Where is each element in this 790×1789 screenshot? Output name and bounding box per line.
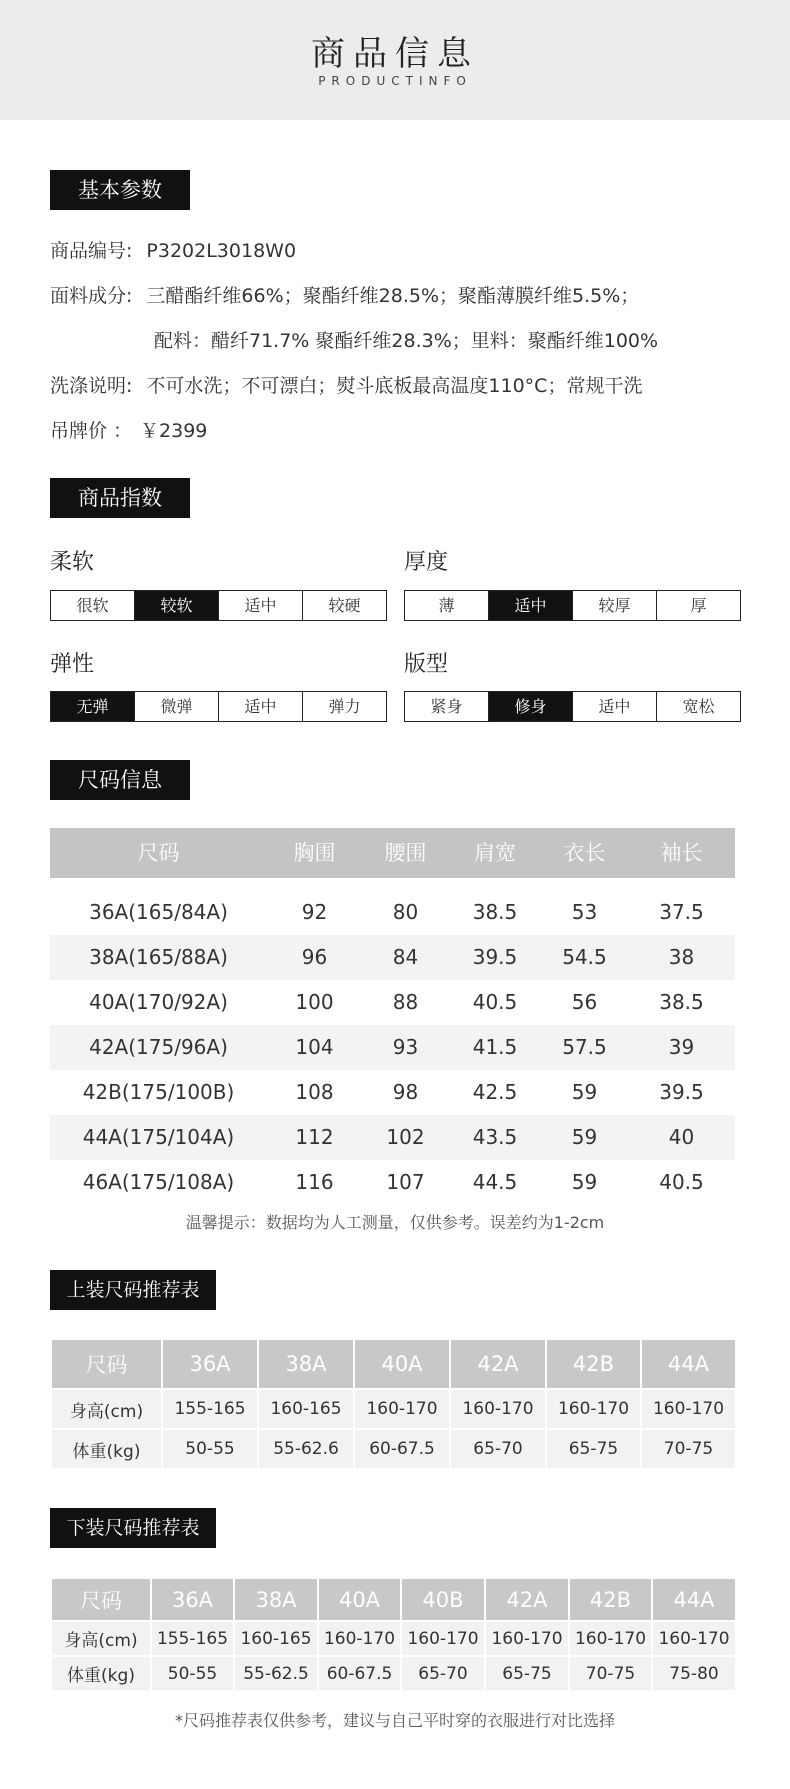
table-cell: 160-170	[641, 1389, 736, 1429]
price-value: ￥2399	[140, 420, 208, 442]
wash-label: 洗涤说明:	[50, 375, 133, 397]
table-cell: 50-55	[162, 1429, 258, 1469]
table-header-cell: 44A	[641, 1339, 736, 1389]
wash-value: 不可水洗；不可漂白；熨斗底板最高温度110°C；常规干洗	[146, 375, 643, 397]
page-subtitle: PRODUCTINFO	[318, 74, 472, 88]
table-cell: 116	[295, 1170, 334, 1194]
table-row	[50, 1115, 735, 1160]
size-header-cell: 腰围	[384, 841, 427, 865]
table-cell: 41.5	[472, 1035, 518, 1059]
table-cell: 59	[571, 1125, 598, 1149]
table-cell: 42A(175/96A)	[89, 1035, 228, 1059]
table-cell: 42B(175/100B)	[82, 1080, 235, 1104]
fabric-row	[50, 281, 639, 308]
size-table	[50, 828, 735, 1205]
table-row	[50, 1070, 735, 1115]
table-header-cell: 40A	[354, 1339, 450, 1389]
wash-row	[50, 371, 642, 398]
table-header-cell: 尺码	[51, 1339, 162, 1389]
table-cell: 46A(175/108A)	[82, 1170, 235, 1194]
table-cell: 112	[295, 1125, 334, 1149]
table-cell: 57.5	[562, 1035, 607, 1059]
table-cell: 160-170	[401, 1621, 485, 1656]
size-header-cell: 胸围	[293, 841, 336, 865]
table-cell: 65-70	[401, 1656, 485, 1691]
table-cell: 55-62.5	[234, 1656, 318, 1691]
index-title-softness: 柔软	[50, 550, 95, 575]
table-cell: 39	[668, 1035, 695, 1059]
fabric-value: 三醋酯纤维66%；聚酯纤维28.5%；聚酯薄膜纤维5.5%；	[146, 285, 640, 307]
index-title-thickness: 厚度	[404, 550, 449, 575]
table-row	[51, 1429, 736, 1469]
table-cell: 160-170	[354, 1389, 450, 1429]
table-cell: 108	[295, 1080, 334, 1104]
table-cell: 84	[392, 945, 419, 969]
table-cell: 38	[668, 945, 695, 969]
price-label: 吊牌价 ：	[50, 420, 133, 442]
table-cell: 44A(175/104A)	[82, 1125, 235, 1149]
table-cell: 42.5	[472, 1080, 518, 1104]
table-row	[50, 1160, 735, 1205]
index-option: 薄	[405, 591, 489, 620]
index-option: 弹力	[328, 697, 361, 716]
fabric-row-2	[154, 326, 658, 353]
size-table-header	[50, 828, 735, 878]
table-header-cell: 42A	[485, 1578, 569, 1621]
table-header-cell: 38A	[258, 1339, 354, 1389]
section-tag-top-rec: 上装尺码推荐表	[50, 1270, 216, 1310]
table-cell: 39.5	[659, 1080, 704, 1104]
table-header-cell: 42B	[546, 1339, 641, 1389]
size-header-cell: 尺码	[137, 841, 180, 865]
table-row	[50, 1025, 735, 1070]
table-cell: 37.5	[659, 900, 704, 924]
page-title: 商品信息	[311, 34, 479, 74]
table-cell: 54.5	[562, 945, 607, 969]
table-cell: 身高(cm)	[51, 1389, 162, 1429]
table-cell: 53	[571, 900, 598, 924]
table-cell: 80	[392, 900, 419, 924]
table-cell: 身高(cm)	[51, 1621, 151, 1656]
fabric-label: 面料成分:	[50, 285, 133, 307]
table-row	[50, 980, 735, 1025]
index-option: 适中	[573, 692, 657, 721]
section-tag-index: 商品指数	[50, 478, 190, 518]
table-cell: 160-170	[569, 1621, 652, 1656]
table-cell: 70-75	[569, 1656, 652, 1691]
table-cell: 56	[571, 990, 598, 1014]
table-cell: 96	[301, 945, 328, 969]
table-cell: 160-165	[258, 1389, 354, 1429]
section-tag-basic: 基本参数	[50, 170, 190, 210]
table-cell: 59	[571, 1170, 598, 1194]
index-bar-thickness	[404, 590, 741, 621]
table-header-cell: 36A	[162, 1339, 258, 1389]
table-row	[51, 1389, 736, 1429]
index-option: 宽松	[682, 697, 715, 716]
index-option: 适中	[219, 692, 303, 721]
table-cell: 65-75	[546, 1429, 641, 1469]
price-row	[50, 416, 207, 443]
index-option-selected: 适中	[489, 591, 573, 620]
bottom-rec-table	[50, 1577, 737, 1692]
index-bar-fit	[404, 691, 741, 722]
table-cell: 38A(165/88A)	[89, 945, 228, 969]
table-header-row	[51, 1339, 736, 1389]
index-option: 紧身	[405, 692, 489, 721]
table-cell: 40.5	[472, 990, 518, 1014]
table-cell: 160-170	[485, 1621, 569, 1656]
index-option: 微弹	[135, 692, 219, 721]
table-cell: 100	[295, 990, 334, 1014]
index-option: 厚	[690, 596, 707, 615]
product-code-label: 商品编号:	[50, 240, 133, 262]
table-header-cell: 44A	[652, 1578, 736, 1621]
table-cell: 体重(kg)	[51, 1656, 151, 1691]
table-cell: 44.5	[472, 1170, 518, 1194]
table-cell: 50-55	[151, 1656, 234, 1691]
table-cell: 40	[668, 1125, 695, 1149]
table-cell: 88	[392, 990, 419, 1014]
index-option-selected: 无弹	[51, 692, 135, 721]
table-header-cell: 38A	[234, 1578, 318, 1621]
index-option-selected: 较软	[135, 591, 219, 620]
footer-note: *尺码推荐表仅供参考，建议与自己平时穿的衣服进行对比选择	[174, 1711, 615, 1730]
index-option: 很软	[51, 591, 135, 620]
table-cell: 65-75	[485, 1656, 569, 1691]
table-cell: 43.5	[472, 1125, 518, 1149]
table-cell: 102	[386, 1125, 425, 1149]
index-option: 适中	[219, 591, 303, 620]
index-option: 较厚	[573, 591, 657, 620]
section-tag-size: 尺码信息	[50, 760, 190, 800]
size-header-cell: 袖长	[660, 841, 703, 865]
table-cell: 160-165	[234, 1621, 318, 1656]
table-cell: 60-67.5	[354, 1429, 450, 1469]
table-cell: 155-165	[151, 1621, 234, 1656]
size-header-cell: 肩宽	[474, 841, 516, 865]
table-cell: 70-75	[641, 1429, 736, 1469]
table-header-cell: 尺码	[51, 1578, 151, 1621]
product-code-row	[50, 236, 296, 263]
index-bar-softness	[50, 590, 387, 621]
size-header-cell: 衣长	[563, 841, 606, 865]
table-header-cell: 42A	[450, 1339, 546, 1389]
table-header-cell: 36A	[151, 1578, 234, 1621]
fabric-value-2: 配料：醋纤71.7% 聚酯纤维28.3%；里料：聚酯纤维100%	[154, 330, 659, 352]
index-option: 较硬	[328, 596, 361, 615]
table-cell: 40A(170/92A)	[89, 990, 228, 1014]
table-row	[51, 1656, 736, 1691]
index-option-selected: 修身	[489, 692, 573, 721]
table-cell: 160-170	[318, 1621, 401, 1656]
table-header-cell: 40B	[401, 1578, 485, 1621]
table-cell: 107	[386, 1170, 425, 1194]
table-cell: 93	[392, 1035, 419, 1059]
table-header-cell: 42B	[569, 1578, 652, 1621]
table-cell: 75-80	[652, 1656, 736, 1691]
table-header-row	[51, 1578, 736, 1621]
table-cell: 160-170	[546, 1389, 641, 1429]
product-code-value: P3202L3018W0	[146, 240, 297, 262]
table-cell: 38.5	[472, 900, 518, 924]
table-row	[50, 935, 735, 980]
table-cell: 55-62.6	[258, 1429, 354, 1469]
table-cell: 160-170	[652, 1621, 736, 1656]
table-cell: 65-70	[450, 1429, 546, 1469]
index-title-elasticity: 弹性	[50, 652, 95, 677]
table-header-cell: 40A	[318, 1578, 401, 1621]
table-cell: 160-170	[450, 1389, 546, 1429]
section-tag-bottom-rec: 下装尺码推荐表	[50, 1508, 216, 1548]
table-cell: 36A(165/84A)	[89, 900, 228, 924]
table-cell: 155-165	[162, 1389, 258, 1429]
table-cell: 104	[295, 1035, 334, 1059]
table-cell: 体重(kg)	[51, 1429, 162, 1469]
table-cell: 60-67.5	[318, 1656, 401, 1691]
table-row	[50, 890, 735, 935]
table-cell: 40.5	[659, 1170, 704, 1194]
top-rec-table	[50, 1338, 737, 1470]
table-cell: 92	[301, 900, 328, 924]
table-cell: 38.5	[659, 990, 704, 1014]
table-cell: 98	[392, 1080, 419, 1104]
size-note: 温馨提示：数据均为人工测量，仅供参考。误差约为1-2cm	[185, 1213, 605, 1232]
table-cell: 59	[571, 1080, 598, 1104]
table-row	[51, 1621, 736, 1656]
page-header	[0, 0, 790, 120]
table-cell: 39.5	[472, 945, 518, 969]
index-bar-elasticity	[50, 691, 387, 722]
index-title-fit: 版型	[404, 652, 449, 677]
